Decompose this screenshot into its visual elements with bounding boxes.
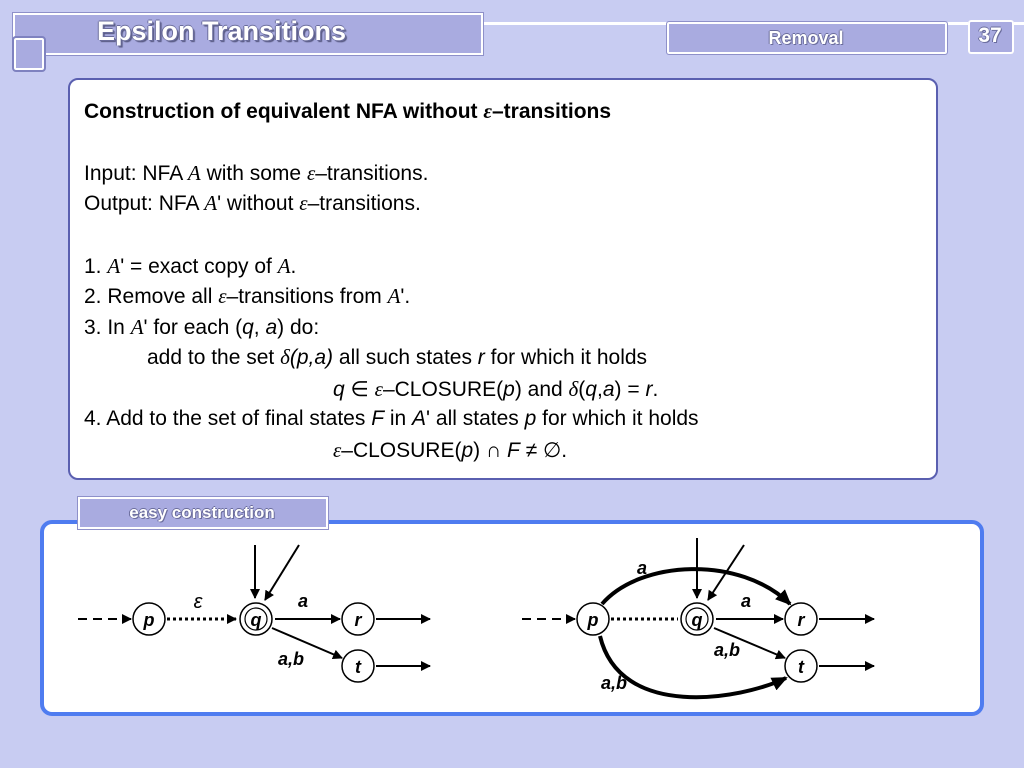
output-line: Output: NFA A' without ε–transitions. [84,191,421,215]
left-start-arrow-q2 [265,545,299,600]
step-1: 1. A' = exact copy of A. [84,254,297,278]
step-2: 2. Remove all ε–transitions from A'. [84,284,411,308]
left-automaton [78,545,430,682]
right-state-q-label: q [691,610,703,630]
step-3-detail-1: add to the set δ(p,a) all such states r for which it holds [147,345,648,369]
step-3: 3. In A' for each (q, a) do: [84,315,320,339]
left-state-r-label: r [354,610,362,630]
left-state-q-label: q [250,610,262,630]
left-edge-label-a: a [297,591,309,611]
right-state-r-label: r [797,610,805,630]
section-label: Removal [768,28,844,48]
right-automaton [522,538,874,697]
right-state-t-label: t [798,657,804,677]
step-3-detail-2: q ∈ ε–CLOSURE(p) and δ(q,a) = r. [333,377,659,401]
step-4: 4. Add to the set of final states F in A' all states p for which it holds [84,407,699,430]
diagram-tab-label: easy construction [129,503,275,522]
right-edge-label-a-top: a [636,558,648,578]
right-edge-label-ab-mid: a,b [713,640,741,660]
page-number: 37 [978,24,1002,47]
left-edge-label-eps: ε [193,591,203,613]
right-edge-label-ab-bottom: a,b [600,673,628,693]
input-line: Input: NFA A with some ε–transitions. [84,161,429,185]
slide-title: Epsilon Transitions [97,16,347,46]
right-state-p-label: p [587,610,599,630]
right-edge-p-t-ab [600,636,786,697]
left-state-p-label: p [143,610,155,630]
step-4-detail: ε–CLOSURE(p) ∩ F ≠ ∅. [333,438,568,462]
algorithm-heading: Construction of equivalent NFA without ε–transitions [84,99,612,123]
left-state-t-label: t [355,657,361,677]
left-edge-label-ab: a,b [277,649,305,669]
right-edge-label-a: a [740,591,752,611]
